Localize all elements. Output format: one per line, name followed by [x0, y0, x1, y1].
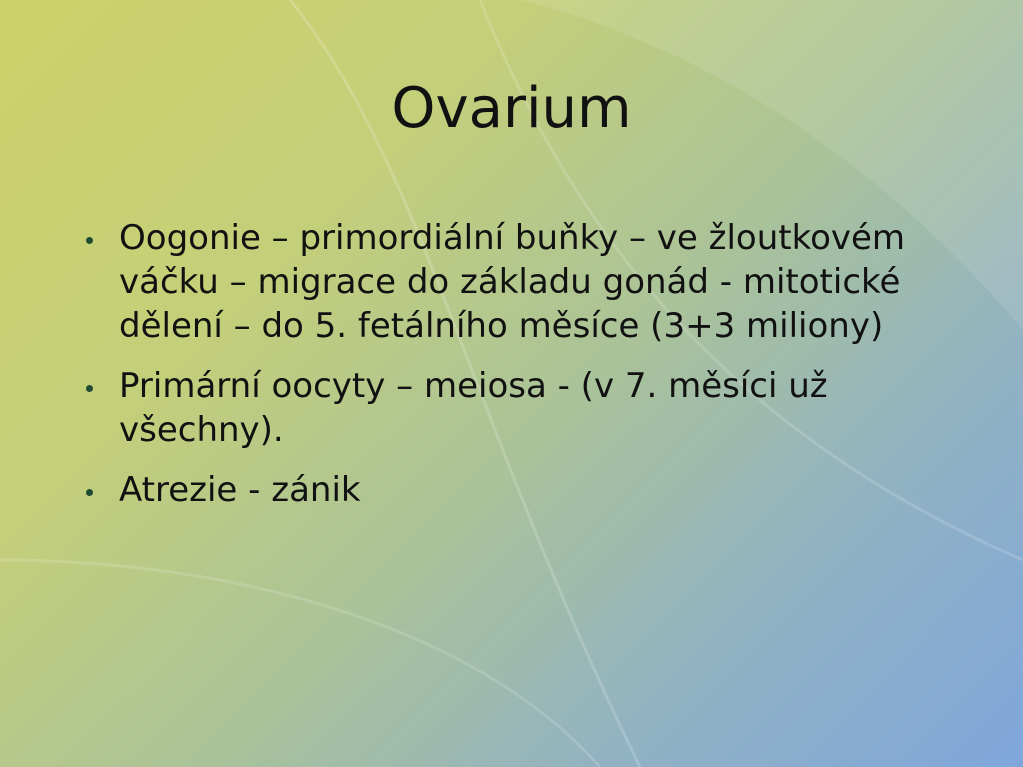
bullet-dot-icon	[86, 489, 93, 496]
bullet-text: Primární oocyty – meiosa - (v 7. měsíci už všechny).	[119, 366, 828, 450]
bullet-list	[84, 216, 944, 528]
bullet-dot-icon	[86, 385, 93, 392]
bullet-text: Atrezie - zánik	[119, 470, 361, 510]
bullet-item	[84, 468, 944, 512]
slide-title: Ovarium	[391, 76, 632, 141]
bullet-item	[84, 364, 944, 452]
bullet-item	[84, 216, 944, 348]
bullet-text: Oogonie – primordiální buňky – ve žloutkovém váčku – migrace do základu gonád - mitotické dělení – do 5. fetálního měsíce (3+3 miliony)	[119, 218, 906, 346]
bullet-dot-icon	[86, 237, 93, 244]
